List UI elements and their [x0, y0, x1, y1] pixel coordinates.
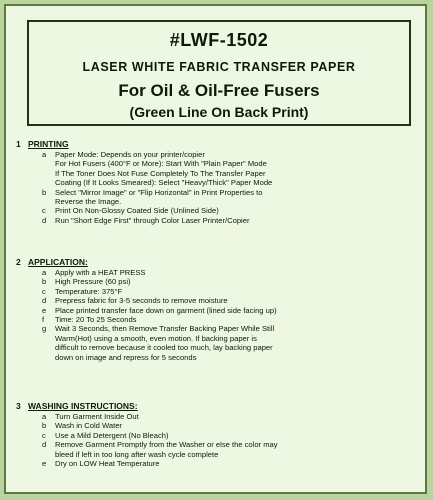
product-note: (Green Line On Back Print) — [129, 104, 309, 120]
instruction-item — [16, 421, 426, 430]
instruction-list — [16, 150, 426, 225]
item-text: Prepress fabric for 3-5 seconds to remove moisture — [55, 296, 228, 306]
instruction-item — [16, 431, 426, 440]
item-text: Turn Garment Inside Out — [55, 412, 139, 421]
instruction-item — [16, 268, 426, 277]
item-letter: e — [42, 459, 47, 469]
item-letter: f — [42, 315, 45, 325]
item-letter: d — [42, 440, 47, 450]
instruction-item — [16, 296, 426, 305]
section-printing — [16, 138, 426, 225]
item-text: High Pressure (60 psi) — [55, 277, 131, 287]
instruction-item — [16, 150, 426, 188]
instruction-item — [16, 206, 426, 215]
instruction-sheet — [4, 4, 427, 494]
product-code: #LWF-1502 — [169, 30, 269, 50]
instruction-item — [16, 412, 426, 421]
section-number: 1 — [16, 139, 21, 149]
product-name: LASER WHITE FABRIC TRANSFER PAPER — [82, 60, 356, 74]
section-washing — [16, 400, 426, 468]
item-text: Select "Mirror Image" or "Flip Horizontal" in Print Properties to Reverse the Image. — [55, 187, 263, 207]
section-title: APPLICATION: — [28, 257, 88, 267]
item-letter: d — [42, 215, 47, 225]
item-letter: e — [42, 305, 47, 315]
section-title: PRINTING — [28, 139, 69, 149]
instruction-item — [16, 277, 426, 286]
item-text: Apply with a HEAT PRESS — [55, 268, 146, 277]
item-letter: c — [42, 430, 46, 440]
instruction-list — [16, 412, 426, 468]
product-subtitle: For Oil & Oil-Free Fusers — [118, 81, 320, 100]
item-letter: c — [42, 286, 46, 296]
item-letter: g — [42, 324, 47, 334]
section-heading — [16, 138, 426, 150]
instruction-item — [16, 306, 426, 315]
instruction-item — [16, 188, 426, 207]
item-text: Remove Garment Promptly from the Washer or else the color may bleed if left in too long after wash cycle complete — [55, 440, 278, 459]
item-text: Time: 20 To 25 Seconds — [55, 315, 137, 325]
item-text: Place printed transfer face down on garment (lined side facing up) — [55, 305, 277, 315]
section-heading — [16, 400, 426, 412]
instruction-item — [16, 440, 426, 459]
item-text: Run "Short Edge First" through Color Laser Printer/Copier — [55, 215, 250, 225]
item-letter: c — [42, 206, 46, 216]
item-letter: b — [42, 277, 47, 287]
instruction-item — [16, 287, 426, 296]
section-application — [16, 256, 426, 362]
instruction-item — [16, 324, 426, 362]
section-number: 2 — [16, 257, 21, 267]
item-text: Use a Mild Detergent (No Bleach) — [55, 430, 169, 440]
item-text: Wash in Cold Water — [55, 421, 122, 431]
instruction-item — [16, 315, 426, 324]
item-letter: b — [42, 421, 47, 431]
item-letter: b — [42, 187, 47, 197]
section-heading — [16, 256, 426, 268]
section-number: 3 — [16, 401, 21, 411]
item-text: Print On Non-Glossy Coated Side (Unlined Side) — [55, 206, 219, 216]
title-box — [27, 20, 411, 126]
item-text: Dry on LOW Heat Temperature — [55, 459, 160, 469]
item-text: Wait 3 Seconds, then Remove Transfer Backing Paper While Still Warm(Hot) using a smooth, even motion. If backing paper is difficult to remove because it cooled too much, lay backing paper down on image and repress for 5 seconds — [55, 324, 275, 362]
section-title: WASHING INSTRUCTIONS: — [28, 401, 138, 411]
instruction-list — [16, 268, 426, 362]
item-text: Paper Mode: Depends on your printer/copier For Hot Fusers (400°F or More): Start With "Plain Paper" Mode If The Toner Does Not Fuse Completely To The Transfer Paper Coating (If It Looks Smeared): Select "Heavy/Thick" Paper Mode — [55, 150, 273, 188]
instruction-item — [16, 216, 426, 225]
instruction-item — [16, 459, 426, 468]
item-letter: a — [42, 150, 47, 159]
item-text: Temperature: 375°F — [55, 286, 123, 296]
item-letter: a — [42, 412, 47, 421]
item-letter: d — [42, 296, 47, 306]
item-letter: a — [42, 268, 47, 277]
